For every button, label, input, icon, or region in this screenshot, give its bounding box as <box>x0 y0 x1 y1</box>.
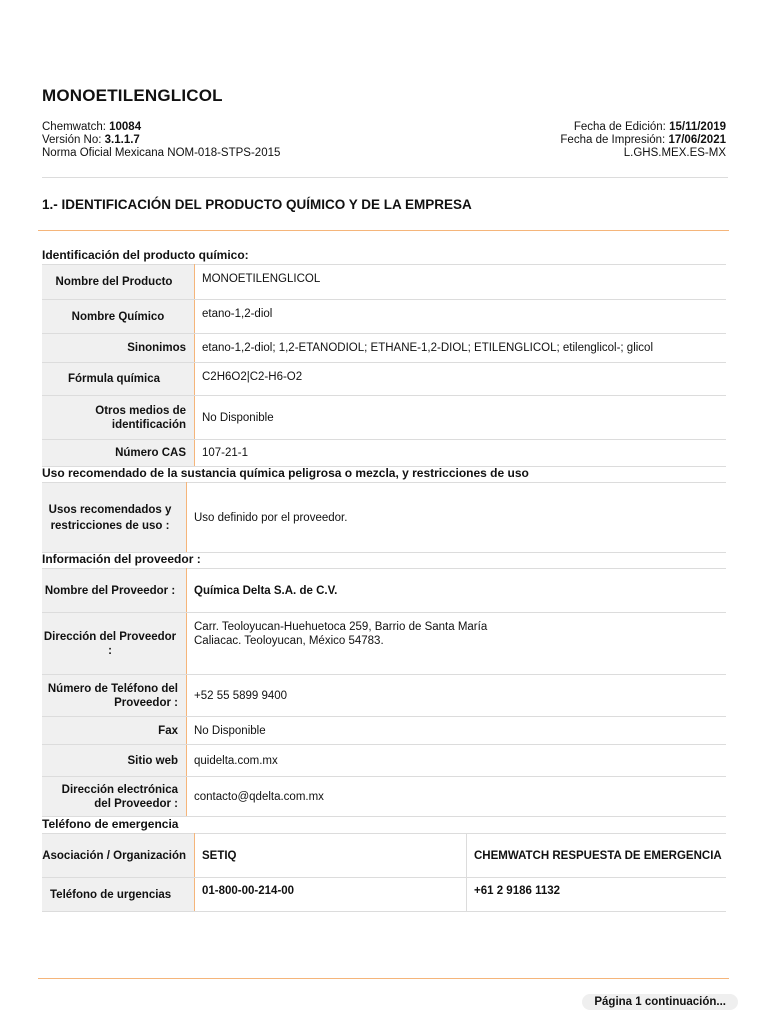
norma-line: Norma Oficial Mexicana NOM-018-STPS-2015 <box>42 147 281 159</box>
document-meta-right <box>560 121 726 160</box>
version-line: Versión No: 3.1.1.7 <box>42 134 140 146</box>
row-value: etano-1,2-diol; 1,2-ETANODIOL; ETHANE-1,2-DIOL; ETILENGLICOL; etilenglicol-; glicol <box>195 334 727 363</box>
row-label: Teléfono de urgencias <box>42 878 195 912</box>
row-label: Dirección electrónica del Proveedor : <box>42 777 187 817</box>
recommended-use-heading: Uso recomendado de la sustancia química peligrosa o mezcla, y restricciones de uso <box>42 466 529 480</box>
footer-divider <box>38 978 729 979</box>
section-divider <box>38 230 729 231</box>
recommended-use-table <box>42 482 726 553</box>
table-row <box>42 363 726 396</box>
row-label: Sinonimos <box>42 334 195 363</box>
product-identification-heading: Identificación del producto químico: <box>42 248 249 262</box>
table-row <box>42 878 726 912</box>
row-label: Nombre del Proveedor : <box>42 569 187 613</box>
table-row <box>42 440 726 467</box>
chemwatch-line: Chemwatch: 10084 <box>42 121 142 133</box>
chemwatch-number: 10084 <box>109 121 142 133</box>
table-row <box>42 834 726 878</box>
section-title: 1.- IDENTIFICACIÓN DEL PRODUCTO QUÍMICO Y DE LA EMPRESA <box>42 197 472 212</box>
row-label: Otros medios de identificación <box>42 396 195 440</box>
row-value: +52 55 5899 9400 <box>187 675 727 717</box>
row-label: Sitio web <box>42 745 187 777</box>
table-row <box>42 483 726 553</box>
supplier-email[interactable]: contacto@qdelta.com.mx <box>187 777 727 817</box>
row-label: Asociación / Organización <box>42 834 195 878</box>
row-label: Fórmula química <box>42 363 195 396</box>
row-value: Uso definido por el proveedor. <box>187 483 727 553</box>
emergency-org-1: SETIQ <box>195 834 467 878</box>
supplier-information-table <box>42 568 726 817</box>
table-row <box>42 396 726 440</box>
document-code: L.GHS.MEX.ES-MX <box>623 147 726 159</box>
address-line-1: Carr. Teoloyucan-Huehuetoca 259, Barrio de Santa María <box>194 621 488 633</box>
row-value: 107-21-1 <box>195 440 727 467</box>
table-row <box>42 717 726 745</box>
table-row <box>42 300 726 334</box>
row-label: Dirección del Proveedor : <box>42 613 187 675</box>
emergency-phone-table <box>42 833 726 912</box>
row-label: Nombre del Producto <box>42 265 195 300</box>
emergency-org-2: CHEMWATCH RESPUESTA DE EMERGENCIA <box>467 834 727 878</box>
table-row <box>42 569 726 613</box>
supplier-information-heading: Información del proveedor : <box>42 552 201 566</box>
row-value: Química Delta S.A. de C.V. <box>187 569 727 613</box>
table-row <box>42 777 726 817</box>
edition-date: 15/11/2019 <box>669 121 726 133</box>
table-row <box>42 745 726 777</box>
print-date-line: Fecha de Impresión: 17/06/2021 <box>560 134 726 146</box>
row-label: Número de Teléfono del Proveedor : <box>42 675 187 717</box>
row-label: Usos recomendados y restricciones de uso : <box>42 483 187 553</box>
document-meta-left <box>42 121 280 160</box>
emergency-phone-1: 01-800-00-214-00 <box>195 878 467 912</box>
row-label: Fax <box>42 717 187 745</box>
document-title: MONOETILENGLICOL <box>42 86 223 105</box>
address-line-2: Caliacac. Teoloyucan, México 54783. <box>194 635 384 647</box>
print-date: 17/06/2021 <box>668 134 726 146</box>
emergency-phone-heading: Teléfono de emergencia <box>42 817 179 831</box>
table-row <box>42 675 726 717</box>
row-value: MONOETILENGLICOL <box>195 265 727 300</box>
row-value <box>187 613 727 675</box>
table-row <box>42 265 726 300</box>
row-value: No Disponible <box>187 717 727 745</box>
row-label: Número CAS <box>42 440 195 467</box>
table-row <box>42 334 726 363</box>
supplier-website[interactable]: quidelta.com.mx <box>187 745 727 777</box>
row-value: etano-1,2-diol <box>195 300 727 334</box>
row-value: No Disponible <box>195 396 727 440</box>
header-divider <box>42 177 728 178</box>
page-continuation-badge: Página 1 continuación... <box>582 994 738 1010</box>
row-label: Nombre Químico <box>42 300 195 334</box>
row-value: C2H6O2|C2-H6-O2 <box>195 363 727 396</box>
edition-date-line: Fecha de Edición: 15/11/2019 <box>573 121 726 133</box>
table-row <box>42 613 726 675</box>
emergency-phone-2: +61 2 9186 1132 <box>467 878 727 912</box>
version-number: 3.1.1.7 <box>104 134 140 146</box>
product-identification-table <box>42 264 726 467</box>
